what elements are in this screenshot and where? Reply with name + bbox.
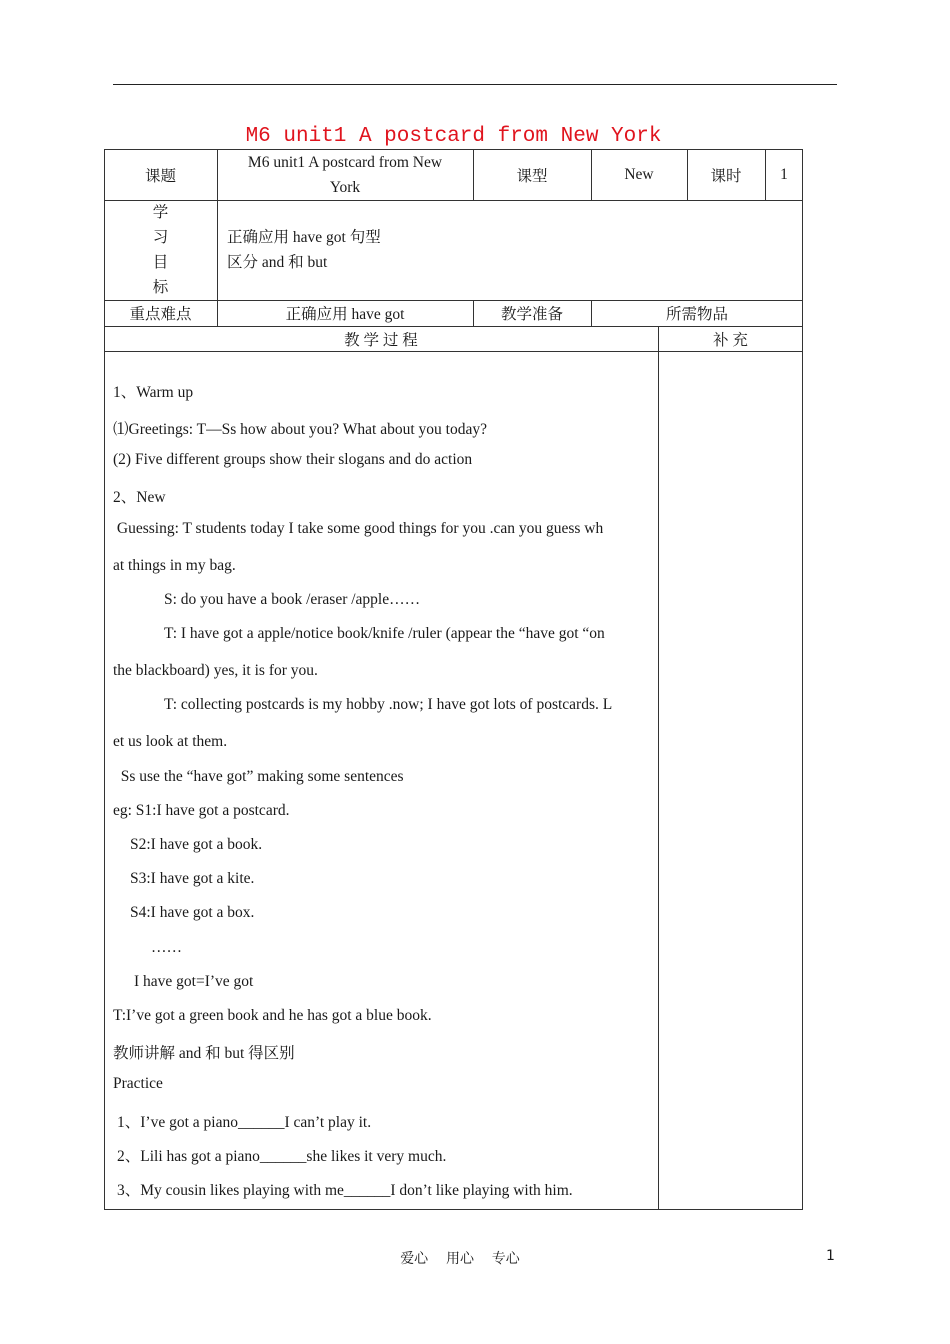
objectives-label-char: 习 xyxy=(152,229,169,246)
body-text-line: et us look at them. xyxy=(113,733,228,750)
body-text-line: T: I have got a apple/notice book/knife /ruler (appear the “have got “on xyxy=(164,625,605,642)
column-divider xyxy=(658,326,659,1210)
body-text-line: I have got=I’ve got xyxy=(134,973,254,990)
objectives-content xyxy=(227,225,787,275)
process-header: 教 学 过 程 xyxy=(344,331,418,349)
ellipsis-line: …… xyxy=(151,939,182,956)
example-line: S2:I have got a book. xyxy=(130,836,263,853)
topic-value-line: York xyxy=(329,178,361,196)
topic-value-line: M6 unit1 A postcard from New xyxy=(247,153,443,171)
body-text-line: 教师讲解 and 和 but 得区别 xyxy=(113,1045,295,1062)
type-label: 课型 xyxy=(516,167,548,185)
key-points-label: 重点难点 xyxy=(129,306,192,323)
objectives-label-char: 学 xyxy=(152,204,169,221)
objectives-label-char: 目 xyxy=(152,254,169,271)
body-text-line: ⑴Greetings: T—Ss how about you? What about you today? xyxy=(113,421,487,438)
objective-item: 正确应用 have got 句型 xyxy=(227,229,381,246)
practice-heading: Practice xyxy=(113,1075,163,1092)
objectives-label xyxy=(104,200,217,300)
header-rule xyxy=(113,84,837,85)
body-text-line: S: do you have a book /eraser /apple…… xyxy=(164,591,421,608)
new-heading: 2、New xyxy=(113,489,166,506)
topic-label: 课题 xyxy=(144,167,176,185)
footer-motto: 爱心 用心 专心 xyxy=(400,1251,520,1267)
preparation-value: 所需物品 xyxy=(665,306,728,323)
warm-up-heading: 1、Warm up xyxy=(113,384,194,401)
objective-item: 区分 and 和 but xyxy=(227,254,328,271)
body-text-line: the blackboard) yes, it is for you. xyxy=(113,662,318,679)
body-text-line: Guessing: T students today I take some good things for you .can you guess wh xyxy=(113,520,604,537)
body-text-line: (2) Five different groups show their slogans and do action xyxy=(113,451,473,468)
practice-item: 2、Lili has got a piano______she likes it very much. xyxy=(117,1148,447,1165)
row-divider xyxy=(104,351,803,352)
preparation-label: 教学准备 xyxy=(500,306,563,323)
body-text-line: Ss use the “have got” making some sentences xyxy=(113,768,404,785)
page-number: 1 xyxy=(826,1248,835,1264)
objectives-label-char: 标 xyxy=(152,279,169,296)
type-value: New xyxy=(624,165,654,183)
supplement-header: 补 充 xyxy=(713,331,748,349)
example-line: S4:I have got a box. xyxy=(130,904,255,921)
body-text-line: T:I’ve got a green book and he has got a blue book. xyxy=(113,1007,432,1024)
topic-value xyxy=(217,149,473,200)
example-line: eg: S1:I have got a postcard. xyxy=(113,802,290,819)
example-line: S3:I have got a kite. xyxy=(130,870,255,887)
practice-item: 1、I’ve got a piano______I can’t play it. xyxy=(117,1114,372,1131)
practice-item: 3、My cousin likes playing with me______I don’t like playing with him. xyxy=(117,1182,573,1199)
body-text-line: at things in my bag. xyxy=(113,557,236,574)
body-text-line: T: collecting postcards is my hobby .now; I have got lots of postcards. L xyxy=(164,696,613,713)
key-points-value: 正确应用 have got xyxy=(285,306,405,323)
document-title: M6 unit1 A postcard from New York xyxy=(245,125,662,148)
period-value: 1 xyxy=(780,165,788,183)
period-label: 课时 xyxy=(710,167,742,185)
